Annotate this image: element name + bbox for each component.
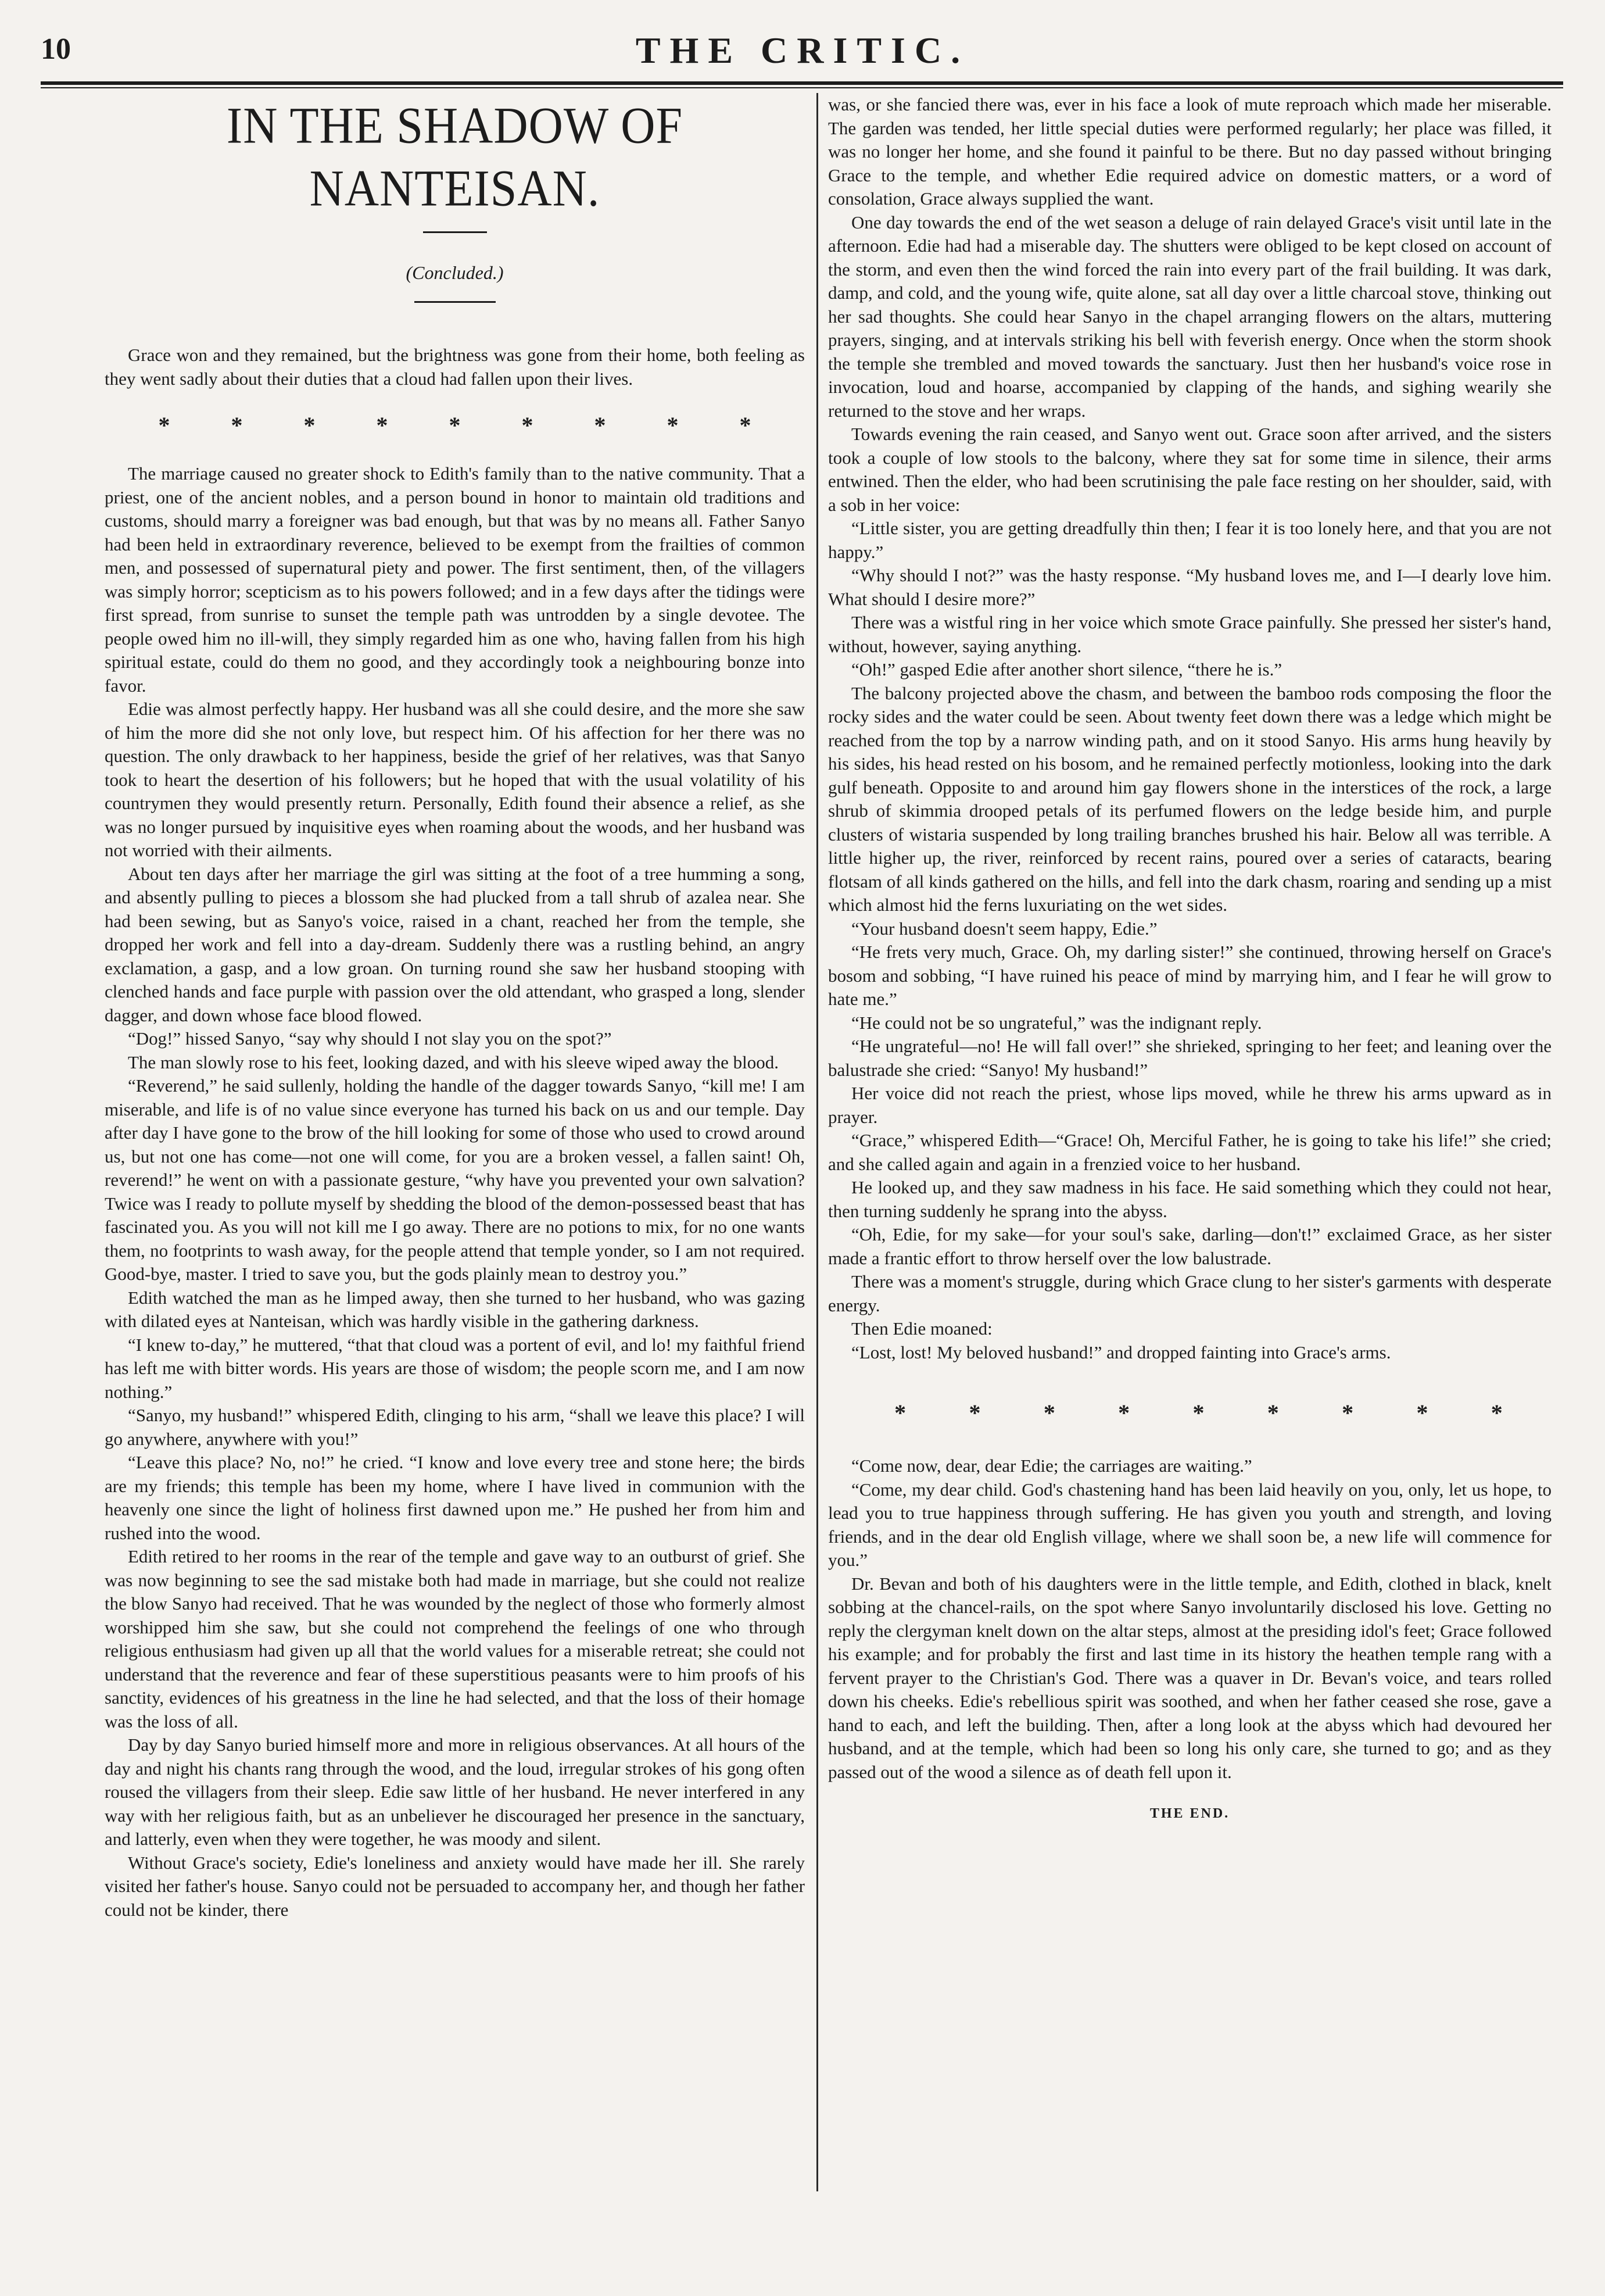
header-rule	[41, 81, 1563, 85]
section-break-stars: * * * * * * * * *	[894, 1400, 1503, 1426]
title-rule	[423, 231, 487, 233]
paragraph: The marriage caused no greater shock to Edith's family than to the native community. That a priest, one of the ancient nobles, and a person bound in honor to maintain old traditions and customs, should marry a foreigner was bad enough, but that was by no means all. Father Sanyo had been held in extraordinary reverence, believed to be exempt from the frailties of common men, and possessed of supernatural piety and power. The first sentiment, then, of the villagers was simply horror; scepticism as to his powers followed; and in a few days after the tidings were first spread, from sunrise to sunset the temple path was untrodden by a single devotee. The people owed him no ill-will, they simply regarded him as one who, having fallen from his high spiritual estate, could do them no good, and they accordingly took a neighbouring bonze into favor.	[105, 463, 805, 696]
paragraph: Day by day Sanyo buried himself more and more in religious observances. At all hours of the day and night his chants rang through the wood, and the loud, irregular strokes of his gong often roused the villagers from their sleep. Edie saw little of her husband. He never interfered in any way with her religious faith, but as an unbeliever he discouraged her presence in the sanctuary, and latterly, even when they were together, he was moody and silent.	[105, 1734, 805, 1849]
paragraph: Towards evening the rain ceased, and Sanyo went out. Grace soon after arrived, and the sisters took a couple of low stools to the balcony, where they sat for some time in silence, their arms entwined. Then the elder, who had been scrutinising the pale face resting on her shoulder, said, with a sob in her voice:	[828, 424, 1552, 515]
paragraph: was, or she fancied there was, ever in his face a look of mute reproach which made her miserable. The garden was tended, her little special duties were performed regularly; her place was filled, it was no longer her home, and she found it painful to be there. But no day passed without bringing Grace to the temple, and whether Edie required advice on domestic matters, or a word of consolation, Grace always supplied the want.	[828, 94, 1552, 209]
paragraph: Her voice did not reach the priest, whose lips moved, while he threw his arms upward as in prayer.	[828, 1083, 1552, 1127]
paragraph: He looked up, and they saw madness in his face. He said something which they could not hear, then turning suddenly he sprang into the abyss.	[828, 1177, 1552, 1221]
left-column	[105, 93, 805, 1922]
the-end-label: THE END.	[1149, 1806, 1230, 1821]
paragraph: There was a moment's struggle, during which Grace clung to her sister's garments with desperate energy.	[828, 1271, 1552, 1315]
paragraph: “He ungrateful—no! He will fall over!” she shrieked, springing to her feet; and leaning over the balustrade she cried: “Sanyo! My husband!”	[828, 1036, 1552, 1080]
paragraph: About ten days after her marriage the girl was sitting at the foot of a tree humming a song, and absently pulling to pieces a blossom she had plucked from a tall shrub of azalea near. She had been sewing, but as Sanyo's voice, raised in a chant, reached her from the temple, she dropped her work and fell into a day-dream. Suddenly there was a rustling behind, an angry exclamation, a gasp, and a low groan. On turning round she saw her husband stooping with clenched hands and face purple with passion over the old attendant, who grasped a long, slender dagger, and down whose face blood flowed.	[105, 863, 805, 1025]
article-title: IN THE SHADOW OF NANTEISAN.	[226, 96, 683, 217]
paragraph: “He could not be so ungrateful,” was the indignant reply.	[851, 1012, 1262, 1033]
article-subtitle: (Concluded.)	[406, 262, 504, 283]
paragraph: Edith watched the man as he limped away, then she turned to her husband, who was gazing with dilated eyes at Nanteisan, which was hardly visible in the gathering darkness.	[105, 1287, 805, 1331]
paragraph: One day towards the end of the wet season a deluge of rain delayed Grace's visit until late in the afternoon. Edie had had a miserable day. The shutters were obliged to be kept closed on account of the storm, and even then the wind forced the rain into every part of the frail building. It was dark, damp, and cold, and the young wife, quite alone, sat all day over a little charcoal stove, thinking out her sad thoughts. She could hear Sanyo in the chapel arranging flowers on the altars, muttering prayers, singing, and at intervals striking his bell with feverish energy. Once when the storm shook the temple she trembled and moved towards the sanctuary. Just then her husband's voice rose in invocation, loud and hoarse, accompanied by clapping of the hands, and sighing wearily she returned to the stove and her wraps.	[828, 212, 1552, 421]
subtitle-rule	[414, 301, 496, 303]
paragraph: “Oh, Edie, for my sake—for your soul's sake, darling—don't!” exclaimed Grace, as her sister made a frantic effort to throw herself over the low balustrade.	[828, 1224, 1552, 1268]
paragraph: Edie was almost perfectly happy. Her husband was all she could desire, and the more she saw of him the more did she not only love, but respect him. Of his affection for her there was no question. The only drawback to her happiness, beside the grief of her relatives, was that Sanyo took to heart the desertion of his followers; but he hoped that with the usual volatility of his countrymen they would presently return. Personally, Edith found their absence a relief, as she was no longer pursued by inquisitive eyes when roaming about the woods, and her husband was not worried with their ailments.	[105, 699, 805, 860]
paragraph: Edith retired to her rooms in the rear of the temple and gave way to an outburst of grief. She was now beginning to see the sad mistake both had made in marriage, but she could not realize the blow Sanyo had received. That he was wounded by the neglect of those who formerly almost worshipped him she saw, but she could not comprehend the feelings of one who through religious enthusiasm had given up all that the world values for a miserable retreat; she could not understand that the reverence and fear of these superstitious peasants were to him proofs of his sanctity, evidences of his greatness in the line he had selected, and that the loss of their homage was the loss of all.	[105, 1546, 805, 1732]
column-divider	[816, 93, 818, 2191]
paragraph: Dr. Bevan and both of his daughters were in the little temple, and Edith, clothed in black, knelt sobbing at the chancel-rails, on the spot where Sanyo involuntarily disclosed his love. Getting no reply the clergyman knelt down on the altar steps, almost at the presiding idol's feet; Grace followed his example; and for probably the first and last time in its history the heathen temple rang with a fervent prayer to the Christian's God. There was a quaver in Dr. Bevan's voice, and tears rolled down his cheeks. Edie's rebellious spirit was soothed, and when her father ceased she rose, gave a hand to each, and left the building. Then, after a long look at the abyss which had devoured her husband, and at the temple, which had been so long his only care, she turned to go; and as they passed out of the wood a silence as of death fell upon it.	[828, 1573, 1552, 1782]
paragraph: “Your husband doesn't seem happy, Edie.”	[851, 918, 1158, 939]
page-number: 10	[41, 33, 71, 66]
paragraph: “Come, my dear child. God's chastening hand has been laid heavily on you, only, let us hope, to lead you to true happiness through suffering. He has given you youth and strength, and loving friends, and in the dear old English village, where we shall soon be, a new life will commence for you.”	[828, 1479, 1552, 1570]
paragraph: “Grace,” whispered Edith—“Grace! Oh, Merciful Father, he is going to take his life!” she cried; and she called again and again in a frenzied voice to her husband.	[828, 1130, 1552, 1174]
paragraph: “Reverend,” he said sullenly, holding the handle of the dagger towards Sanyo, “kill me! I am miserable, and life is of no value since everyone has turned his back on us and our temple. Day after day I have gone to the brow of the hill looking for some of those who used to crowd around us, but not one has come—not one will come, for you are a broken vessel, a fallen saint! Oh, reverend!” he went on with a passionate gesture, “why have you prevented your own salvation? Twice was I ready to pollute myself by shedding the blood of the demon-possessed beast that has fascinated you. As you will not kill me I go away. There are no potions to mix, for no one wants them, no footprints to wash away, for the people attend that temple yonder, so I am not required. Good-bye, master. I tried to save you, but the gods plainly mean to destroy you.”	[105, 1075, 805, 1284]
paragraph: The balcony projected above the chasm, and between the bamboo rods composing the floor the rocky sides and the water could be seen. About twenty feet down there was a ledge which might be reached from the top by a narrow winding path, and on it stood Sanyo. His arms hung heavily by his sides, his head rested on his bosom, and he remained perfectly motionless, looking into the dark gulf beneath. Opposite to and around him gay flowers shone in the interstices of the rock, a large shrub of skimmia drooped petals of its perfumed flowers on the ledge beside him, and purple clusters of wistaria suspended by long trailing branches brushed his hair. Below all was terrible. A little higher up, the river, reinforced by recent rains, poured over a series of cataracts, bearing flotsam of all kinds gathered on the hills, and fell into the dark chasm, roaring and sending up a mist which almost hid the ferns luxuriating on the wet sides.	[828, 682, 1552, 915]
paragraph: “Come now, dear, dear Edie; the carriages are waiting.”	[851, 1455, 1252, 1476]
paragraph: “Why should I not?” was the hasty response. “My husband loves me, and I—I dearly love him. What should I desire more?”	[828, 565, 1552, 609]
paragraph: Without Grace's society, Edie's loneliness and anxiety would have made her ill. She rarely visited her father's house. Sanyo could not be persuaded to accompany her, and though her father could not be kinder, there	[105, 1852, 805, 1920]
paragraph: “He frets very much, Grace. Oh, my darling sister!” she continued, throwing herself on Grace's bosom and sobbing, “I have ruined his peace of mind by marrying him, and I fear he will grow to hate me.”	[828, 942, 1552, 1009]
paragraph: Grace won and they remained, but the brightness was gone from their home, both feeling as they went sadly about their duties that a cloud had fallen upon their lives.	[105, 345, 805, 389]
journal-title: THE CRITIC.	[635, 30, 970, 71]
paragraph: “Leave this place? No, no!” he cried. “I know and love every tree and stone here; the birds are my friends; this temple has been my home, where I have lived in communion with the heavenly one since the light of holiness first dawned upon me.” He pushed her from him and rushed into the wood.	[105, 1452, 805, 1543]
paragraph: “Oh!” gasped Edie after another short silence, “there he is.”	[851, 659, 1282, 679]
paragraph: “Little sister, you are getting dreadfully thin then; I fear it is too lonely here, and that you are not happy.”	[828, 518, 1552, 562]
paragraph: “Sanyo, my husband!” whispered Edith, clinging to his arm, “shall we leave this place? I will go anywhere, anywhere with you!”	[105, 1405, 805, 1449]
paragraph: There was a wistful ring in her voice which smote Grace painfully. She pressed her sister's hand, without, however, saying anything.	[828, 612, 1552, 656]
paragraph: “Dog!” hissed Sanyo, “say why should I not slay you on the spot?”	[128, 1028, 612, 1049]
paragraph: Then Edie moaned:	[851, 1318, 993, 1339]
paragraph: “I knew to-day,” he muttered, “that that cloud was a portent of evil, and lo! my faithful friend has left me with bitter words. His years are those of wisdom; the people scorn me, and I am now nothing.”	[105, 1334, 805, 1402]
paragraph: “Lost, lost! My beloved husband!” and dropped fainting into Grace's arms.	[851, 1342, 1391, 1362]
section-break-stars: * * * * * * * * *	[158, 412, 751, 438]
paragraph: The man slowly rose to his feet, looking dazed, and with his sleeve wiped away the blood.	[128, 1052, 779, 1072]
right-column	[828, 93, 1552, 1822]
